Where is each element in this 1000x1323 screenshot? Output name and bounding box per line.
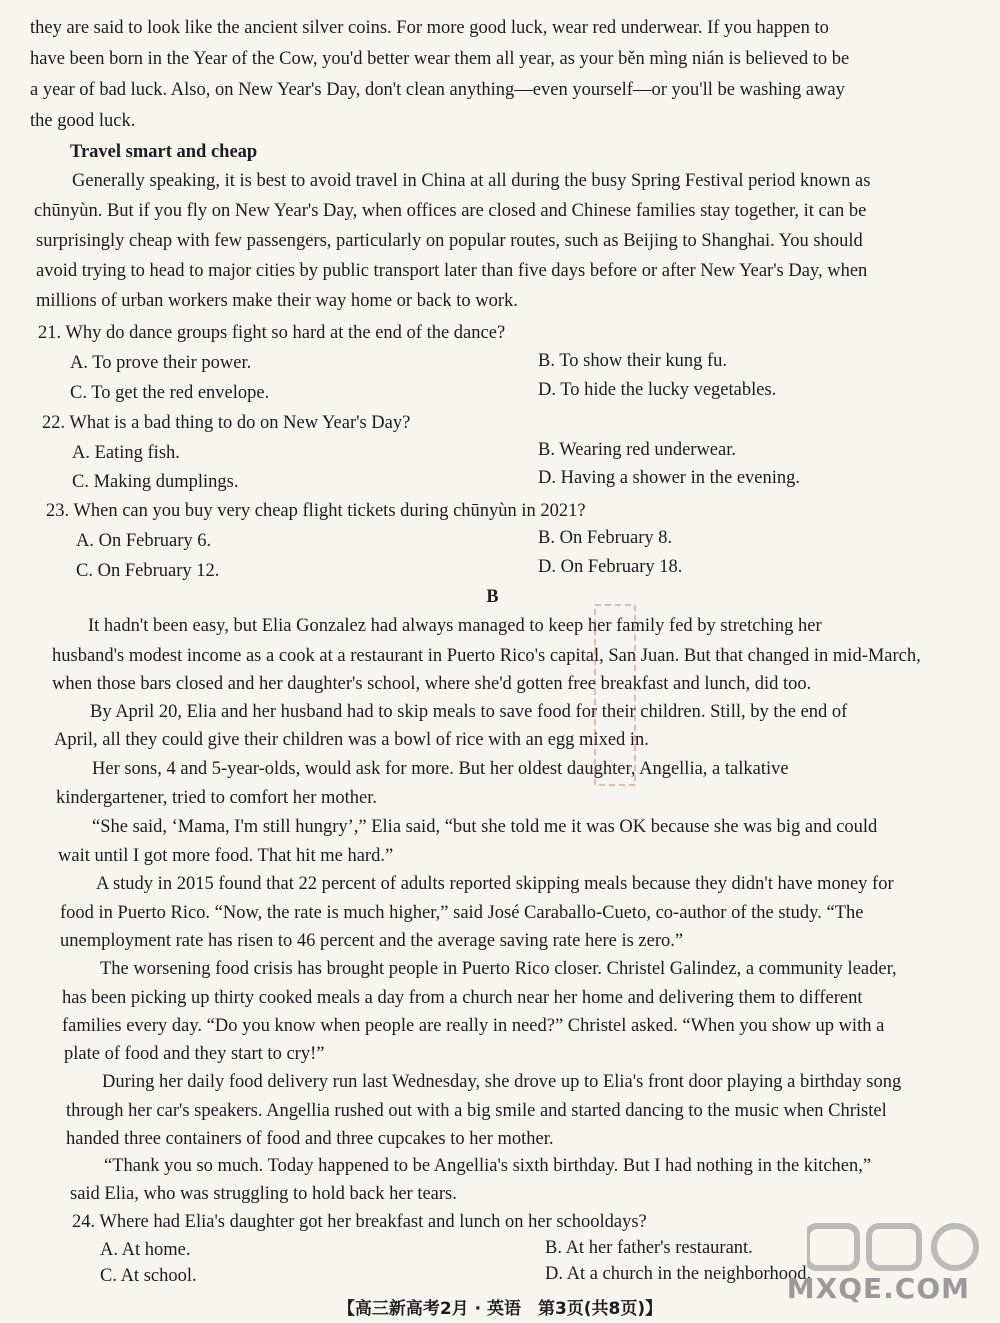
question-stem: 23. When can you buy very cheap flight tickets during chūnyùn in 2021? (46, 501, 586, 521)
answer-option: C. At school. (100, 1266, 197, 1286)
passage-a-line: a year of bad luck. Also, on New Year's Day, don't clean anything—even yourself—or you'll be washing away (30, 80, 845, 100)
passage-b-line: handed three containers of food and three cupcakes to her mother. (66, 1129, 554, 1149)
travel-line: Generally speaking, it is best to avoid travel in China at all during the busy Spring Festival period known as (72, 171, 871, 191)
answer-option: A. At home. (100, 1240, 191, 1260)
section-b-label: B (486, 587, 499, 607)
answer-option: C. Making dumplings. (72, 472, 239, 492)
question-stem: 24. Where had Elia's daughter got her breakfast and lunch on her schooldays? (72, 1212, 647, 1232)
passage-b-line: The worsening food crisis has brought people in Puerto Rico closer. Christel Galindez, a community leader, (100, 959, 897, 979)
answer-option: D. Having a shower in the evening. (538, 468, 801, 488)
answer-option: B. To show their kung fu. (538, 351, 728, 371)
question-stem: 22. What is a bad thing to do on New Year's Day? (42, 413, 411, 433)
passage-b-line: It hadn't been easy, but Elia Gonzalez had always managed to keep her family fed by stretching her (88, 616, 822, 636)
passage-b-line: food in Puerto Rico. “Now, the rate is much higher,” said José Caraballo-Cueto, co-author of the study. “The (60, 903, 864, 923)
passage-b-line: A study in 2015 found that 22 percent of adults reported skipping meals because they didn't have money for (96, 874, 894, 894)
answer-option: D. At a church in the neighborhood. (545, 1264, 812, 1284)
answer-option: B. Wearing red underwear. (538, 440, 736, 460)
passage-b-line: unemployment rate has risen to 46 percent and the average saving rate here is zero.” (60, 931, 684, 951)
answer-option: C. On February 12. (76, 561, 220, 581)
answer-option: C. To get the red envelope. (70, 383, 270, 403)
passage-a-line: have been born in the Year of the Cow, you'd better wear them all year, as your běn mìng nián is believed to be (30, 49, 850, 69)
page-footer: 【高三新高考2月 · 英语 第3页(共8页)】 (337, 1299, 663, 1319)
question-stem: 21. Why do dance groups fight so hard at the end of the dance? (38, 323, 506, 343)
passage-a-line: the good luck. (30, 111, 136, 131)
passage-b-line: wait until I got more food. That hit me hard.” (58, 846, 394, 866)
watermark-text: MXQE.COM (786, 1272, 970, 1305)
travel-line: chūnyùn. But if you fly on New Year's Day, when offices are closed and Chinese families stay together, it can be (34, 201, 867, 221)
passage-b-line: “Thank you so much. Today happened to be Angellia's sixth birthday. But I had nothing in the kitchen,” (104, 1156, 872, 1176)
stamp-mark (585, 600, 645, 790)
answer-option: B. At her father's restaurant. (545, 1238, 753, 1258)
answer-option: A. To prove their power. (70, 353, 252, 373)
passage-b-line: “She said, ‘Mama, I'm still hungry’,” Elia said, “but she told me it was OK because she was big and could (92, 817, 878, 837)
answer-option: A. On February 6. (76, 531, 212, 551)
passage-b-line: During her daily food delivery run last Wednesday, she drove up to Elia's front door playing a birthday song (102, 1072, 902, 1092)
section-heading: Travel smart and cheap (70, 142, 258, 162)
passage-b-line: when those bars closed and her daughter's school, where she'd gotten free breakfast and lunch, did too. (52, 674, 812, 694)
passage-b-line: April, all they could give their children was a bowl of rice with an egg mixed in. (54, 730, 649, 750)
passage-b-line: through her car's speakers. Angellia rushed out with a big smile and started dancing to the music when Christel (66, 1101, 887, 1121)
passage-b-line: kindergartener, tried to comfort her mother. (56, 788, 378, 808)
passage-b-line: husband's modest income as a cook at a restaurant in Puerto Rico's capital, San Juan. But that changed in mid-March, (52, 646, 921, 666)
passage-b-line: By April 20, Elia and her husband had to skip meals to save food for their children. Still, by the end of (90, 702, 848, 722)
passage-b-line: Her sons, 4 and 5-year-olds, would ask for more. But her oldest daughter, Angellia, a talkative (92, 759, 789, 779)
answer-option: B. On February 8. (538, 528, 673, 548)
passage-b-line: has been picking up thirty cooked meals a day from a church near her home and delivering them to different (62, 988, 863, 1008)
travel-line: avoid trying to head to major cities by public transport later than five days before or after New Year's Day, when (36, 261, 868, 281)
passage-a-line: they are said to look like the ancient silver coins. For more good luck, wear red underwear. If you happen to (30, 18, 829, 38)
answer-option: D. To hide the lucky vegetables. (538, 380, 777, 400)
answer-option: D. On February 18. (538, 557, 683, 577)
answer-option: A. Eating fish. (72, 443, 180, 463)
travel-line: millions of urban workers make their way home or back to work. (36, 291, 518, 311)
passage-b-line: said Elia, who was struggling to hold back her tears. (70, 1184, 457, 1204)
passage-b-line: families every day. “Do you know when people are really in need?” Christel asked. “When you show up with a (62, 1016, 885, 1036)
travel-line: surprisingly cheap with few passengers, particularly on popular routes, such as Beijing to Shanghai. You should (36, 231, 863, 251)
passage-b-line: plate of food and they start to cry!” (64, 1044, 325, 1064)
